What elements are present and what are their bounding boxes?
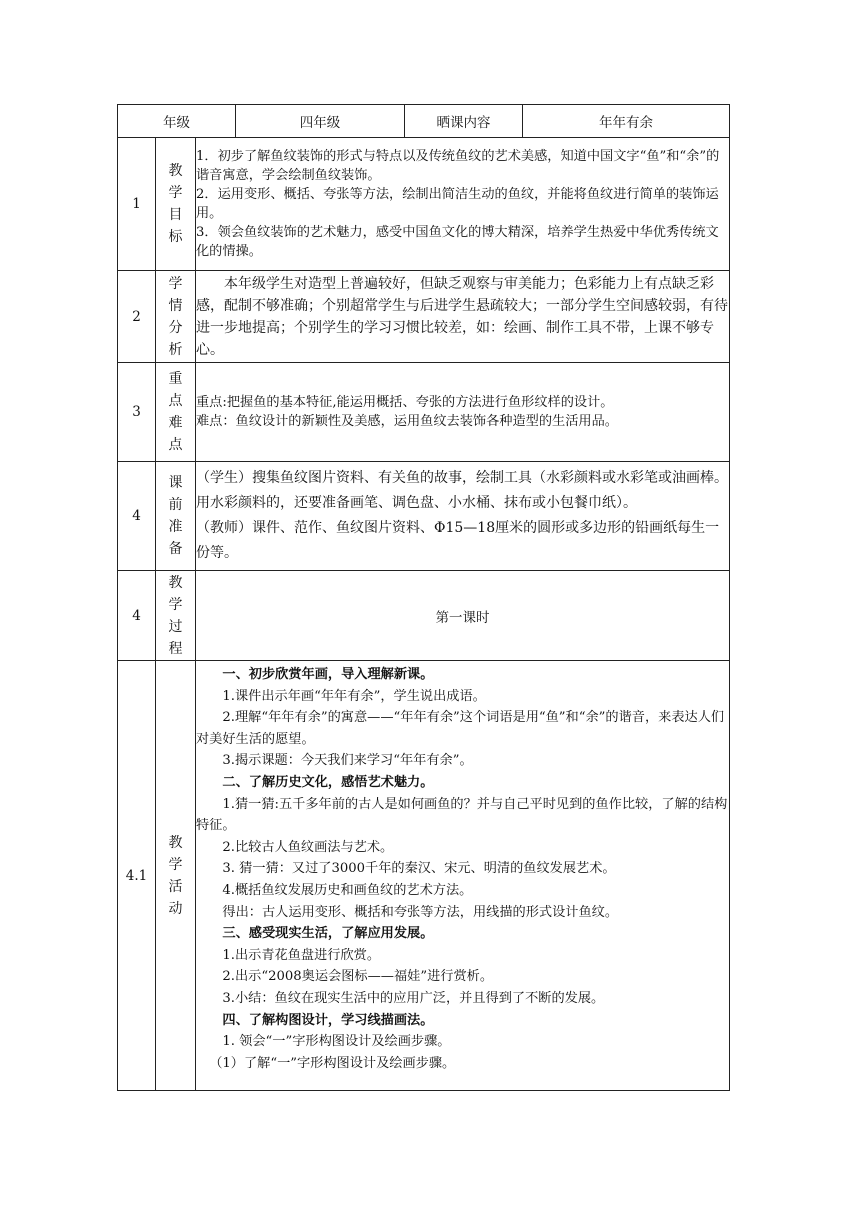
table-row	[118, 661, 730, 1091]
lesson-plan-table	[117, 104, 730, 1091]
row-number: 1	[118, 138, 156, 271]
row-number: 4	[118, 571, 156, 661]
table-row	[118, 462, 730, 571]
row-number: 2	[118, 271, 156, 363]
session-title: 第一课时	[196, 571, 730, 661]
activity-list	[196, 664, 729, 1074]
activity-line: 2.出示“2008奥运会图标——福娃”进行赏析。	[222, 969, 494, 985]
activity-line: 1.猜一猜:五千多年前的古人是如何画鱼的？并与自己平时见到的鱼作比较，了解的结构特征。	[196, 796, 728, 834]
row-label: 教 学 活 动	[156, 661, 196, 1091]
activity-line: 3. 猜一猜：又过了3000千年的秦汉、宋元、明清的鱼纹发展艺术。	[222, 861, 616, 877]
row-label: 教 学 过 程	[156, 571, 196, 661]
table-row	[118, 138, 730, 271]
row-number: 4.1	[118, 661, 156, 1091]
content-label: 晒课内容	[405, 105, 523, 138]
preparation-text: （学生）搜集鱼纹图片资料、有关鱼的故事，绘制工具（水彩颜料或水彩笔或油画棒。用水彩颜料的，还要准备画笔、调色盘、小水桶、抹布或小包餐巾纸）。 （教师）课件、范作、鱼纹图片资料、Φ15—18厘米的圆形或多边形的铅画纸每生一份等。	[196, 462, 730, 571]
grade-value: 四年级	[236, 105, 405, 138]
activity-line: 1. 领会“一”字形构图设计及绘画步骤。	[222, 1034, 451, 1050]
activity-line: 2.比较古人鱼纹画法与艺术。	[222, 839, 394, 855]
activity-line: 4.概括鱼纹发展历史和画鱼纹的艺术方法。	[222, 882, 473, 898]
activity-line: 2.理解“年年有余”的寓意——“年年有余”这个词语是用“鱼”和“余”的谐音，来表达人们对美好生活的愿望。	[196, 710, 725, 747]
activity-line: 二、了解历史文化，感悟艺术魅力。	[222, 774, 434, 790]
activities-text	[196, 661, 730, 1091]
header-row	[118, 105, 730, 138]
row-number: 4	[118, 462, 156, 571]
table-row	[118, 271, 730, 363]
row-label: 课 前 准 备	[156, 462, 196, 571]
row-label: 教 学 目 标	[156, 138, 196, 271]
activity-line: 1.出示青花鱼盘进行欣赏。	[222, 947, 381, 963]
activity-line: （1）了解“一”字形构图设计及绘画步骤。	[209, 1055, 456, 1071]
row-label: 学 情 分 析	[156, 271, 196, 363]
analysis-text: 本年级学生对造型上普遍较好，但缺乏观察与审美能力；色彩能力上有点缺乏彩感，配制不够准确；个别超常学生与后进学生悬疏较大；一部分学生空间感较弱，有待进一步地提高；个别学生的学习习惯比较差，如：绘画、制作工具不带，上课不够专心。	[196, 271, 730, 363]
activity-line: 三、感受现实生活，了解应用发展。	[222, 926, 434, 942]
activity-line: 1.课件出示年画“年年有余”，学生说出成语。	[222, 688, 486, 704]
objectives-text: 1．初步了解鱼纹装饰的形式与特点以及传统鱼纹的艺术美感，知道中国文字“鱼”和“余”的谐音寓意，学会绘制鱼纹装饰。 2．运用变形、概括、夸张等方法，绘制出简洁生动的鱼纹，并能将鱼纹进行简单的装饰运用。 3．领会鱼纹装饰的艺术魅力，感受中国鱼文化的博大精深，培养学生热爱中华优秀传统文化的情操。	[196, 138, 730, 271]
activity-line: 3.小结：鱼纹在现实生活中的应用广泛，并且得到了不断的发展。	[222, 990, 605, 1006]
row-label: 重 点 难 点	[156, 363, 196, 462]
table-row	[118, 363, 730, 462]
keypoints-text: 重点:把握鱼的基本特征,能运用概括、夸张的方法进行鱼形纹样的设计。 难点：鱼纹设计的新颖性及美感，运用鱼纹去装饰各种造型的生活用品。	[196, 363, 730, 462]
activity-line: 一、初步欣赏年画，导入理解新课。	[222, 667, 434, 682]
table-row	[118, 571, 730, 661]
activity-line: 3.揭示课题：今天我们来学习“年年有余”。	[222, 753, 473, 769]
content-value: 年年有余	[523, 105, 730, 138]
row-number: 3	[118, 363, 156, 462]
activity-line: 得出：古人运用变形、概括和夸张等方法，用线描的形式设计鱼纹。	[222, 904, 619, 920]
activity-line: 四、了解构图设计，学习线描画法。	[222, 1012, 434, 1028]
grade-label: 年级	[118, 105, 236, 138]
